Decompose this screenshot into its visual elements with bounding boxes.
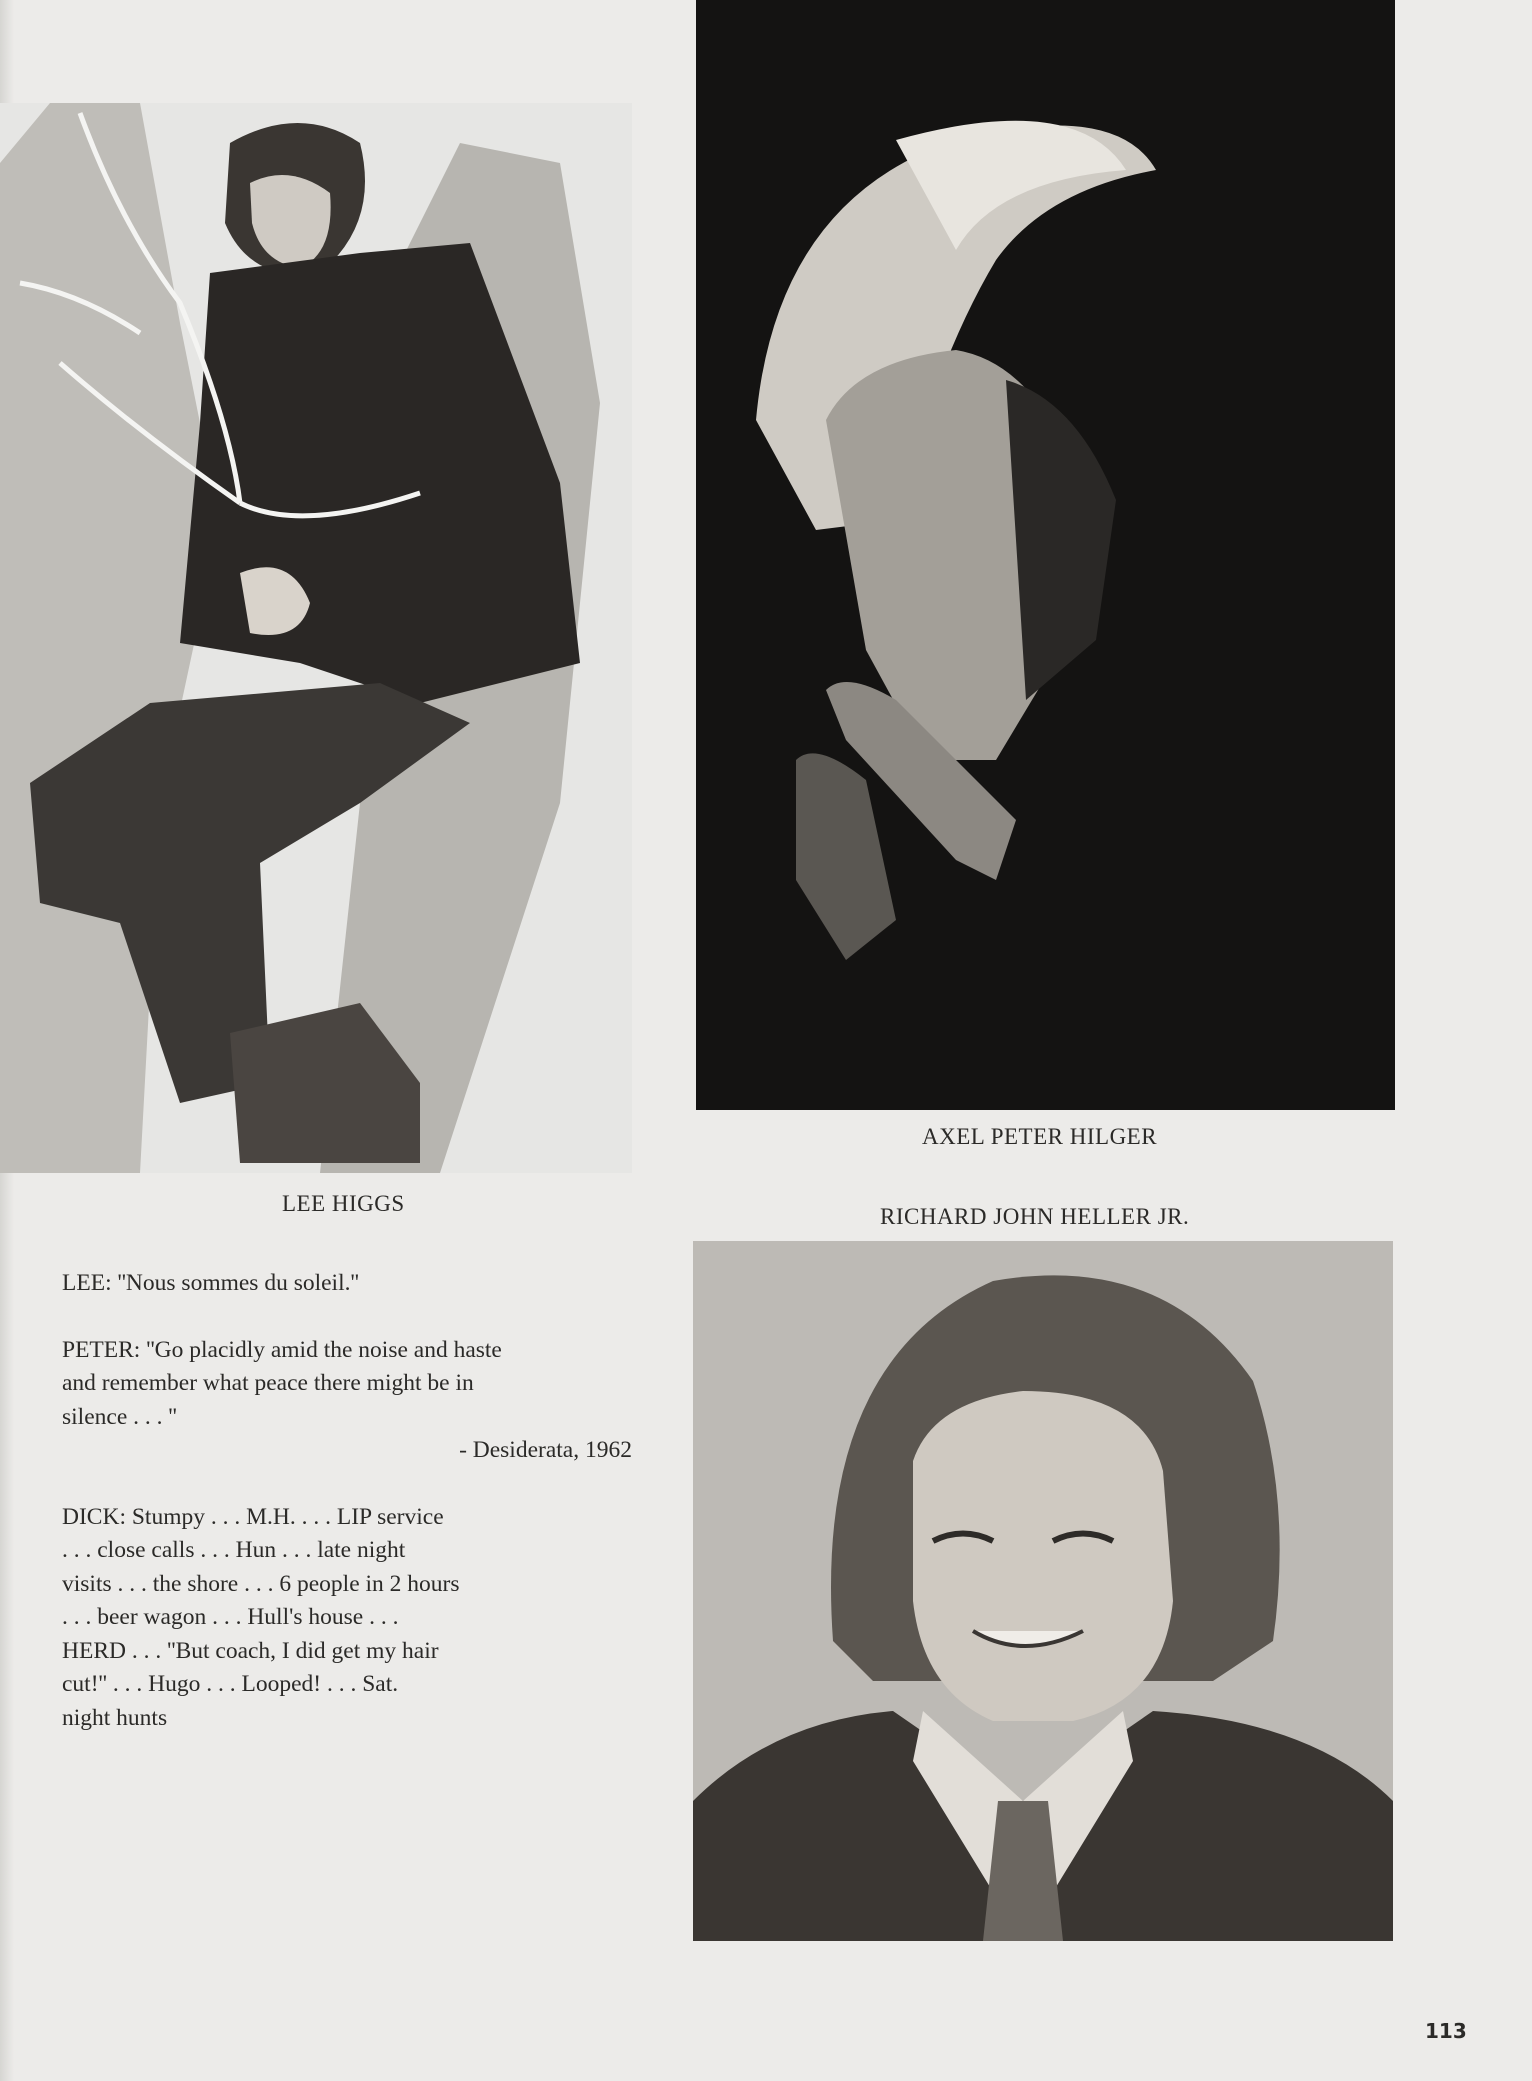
quote-peter-line-2: and remember what peace there might be in xyxy=(62,1370,474,1396)
quote-dick-line-3: visits . . . the shore . . . 6 people in 2 hours xyxy=(62,1570,460,1597)
quotes-block xyxy=(62,1267,632,1768)
quote-lee-line: LEE: ''Nous sommes du soleil.'' xyxy=(62,1270,359,1296)
caption-axel-peter-hilger: AXEL PETER HILGER xyxy=(922,1124,1158,1149)
quote-dick-line-2: . . . close calls . . . Hun . . . late night xyxy=(62,1537,406,1563)
quote-dick-line-6: cut!'' . . . Hugo . . . Looped! . . . Sat. xyxy=(62,1671,399,1697)
quote-dick-line-7: night hunts xyxy=(62,1704,168,1731)
quote-dick-line-1: DICK: Stumpy . . . M.H. . . . LIP service xyxy=(62,1503,444,1530)
quote-lee xyxy=(62,1267,632,1301)
page-number: 113 xyxy=(1425,2019,1467,2043)
lee-higgs-photo xyxy=(0,103,632,1173)
quote-dick-line-4: . . . beer wagon . . . Hull's house . . . xyxy=(62,1604,399,1630)
richard-john-heller-photo xyxy=(693,1241,1393,1941)
quote-peter-line-1: PETER: ''Go placidly amid the noise and haste xyxy=(62,1336,502,1363)
quote-peter-attribution: - Desiderata, 1962 xyxy=(459,1437,632,1463)
quote-dick xyxy=(62,1501,632,1736)
caption-lee-higgs: LEE HIGGS xyxy=(282,1191,405,1216)
axel-peter-hilger-photo xyxy=(696,0,1395,1110)
quote-peter-line-3: silence . . . '' xyxy=(62,1403,177,1430)
quote-dick-line-5: HERD . . . ''But coach, I did get my hair xyxy=(62,1637,439,1664)
caption-richard-john-heller: RICHARD JOHN HELLER JR. xyxy=(880,1204,1190,1229)
quote-peter xyxy=(62,1334,632,1468)
